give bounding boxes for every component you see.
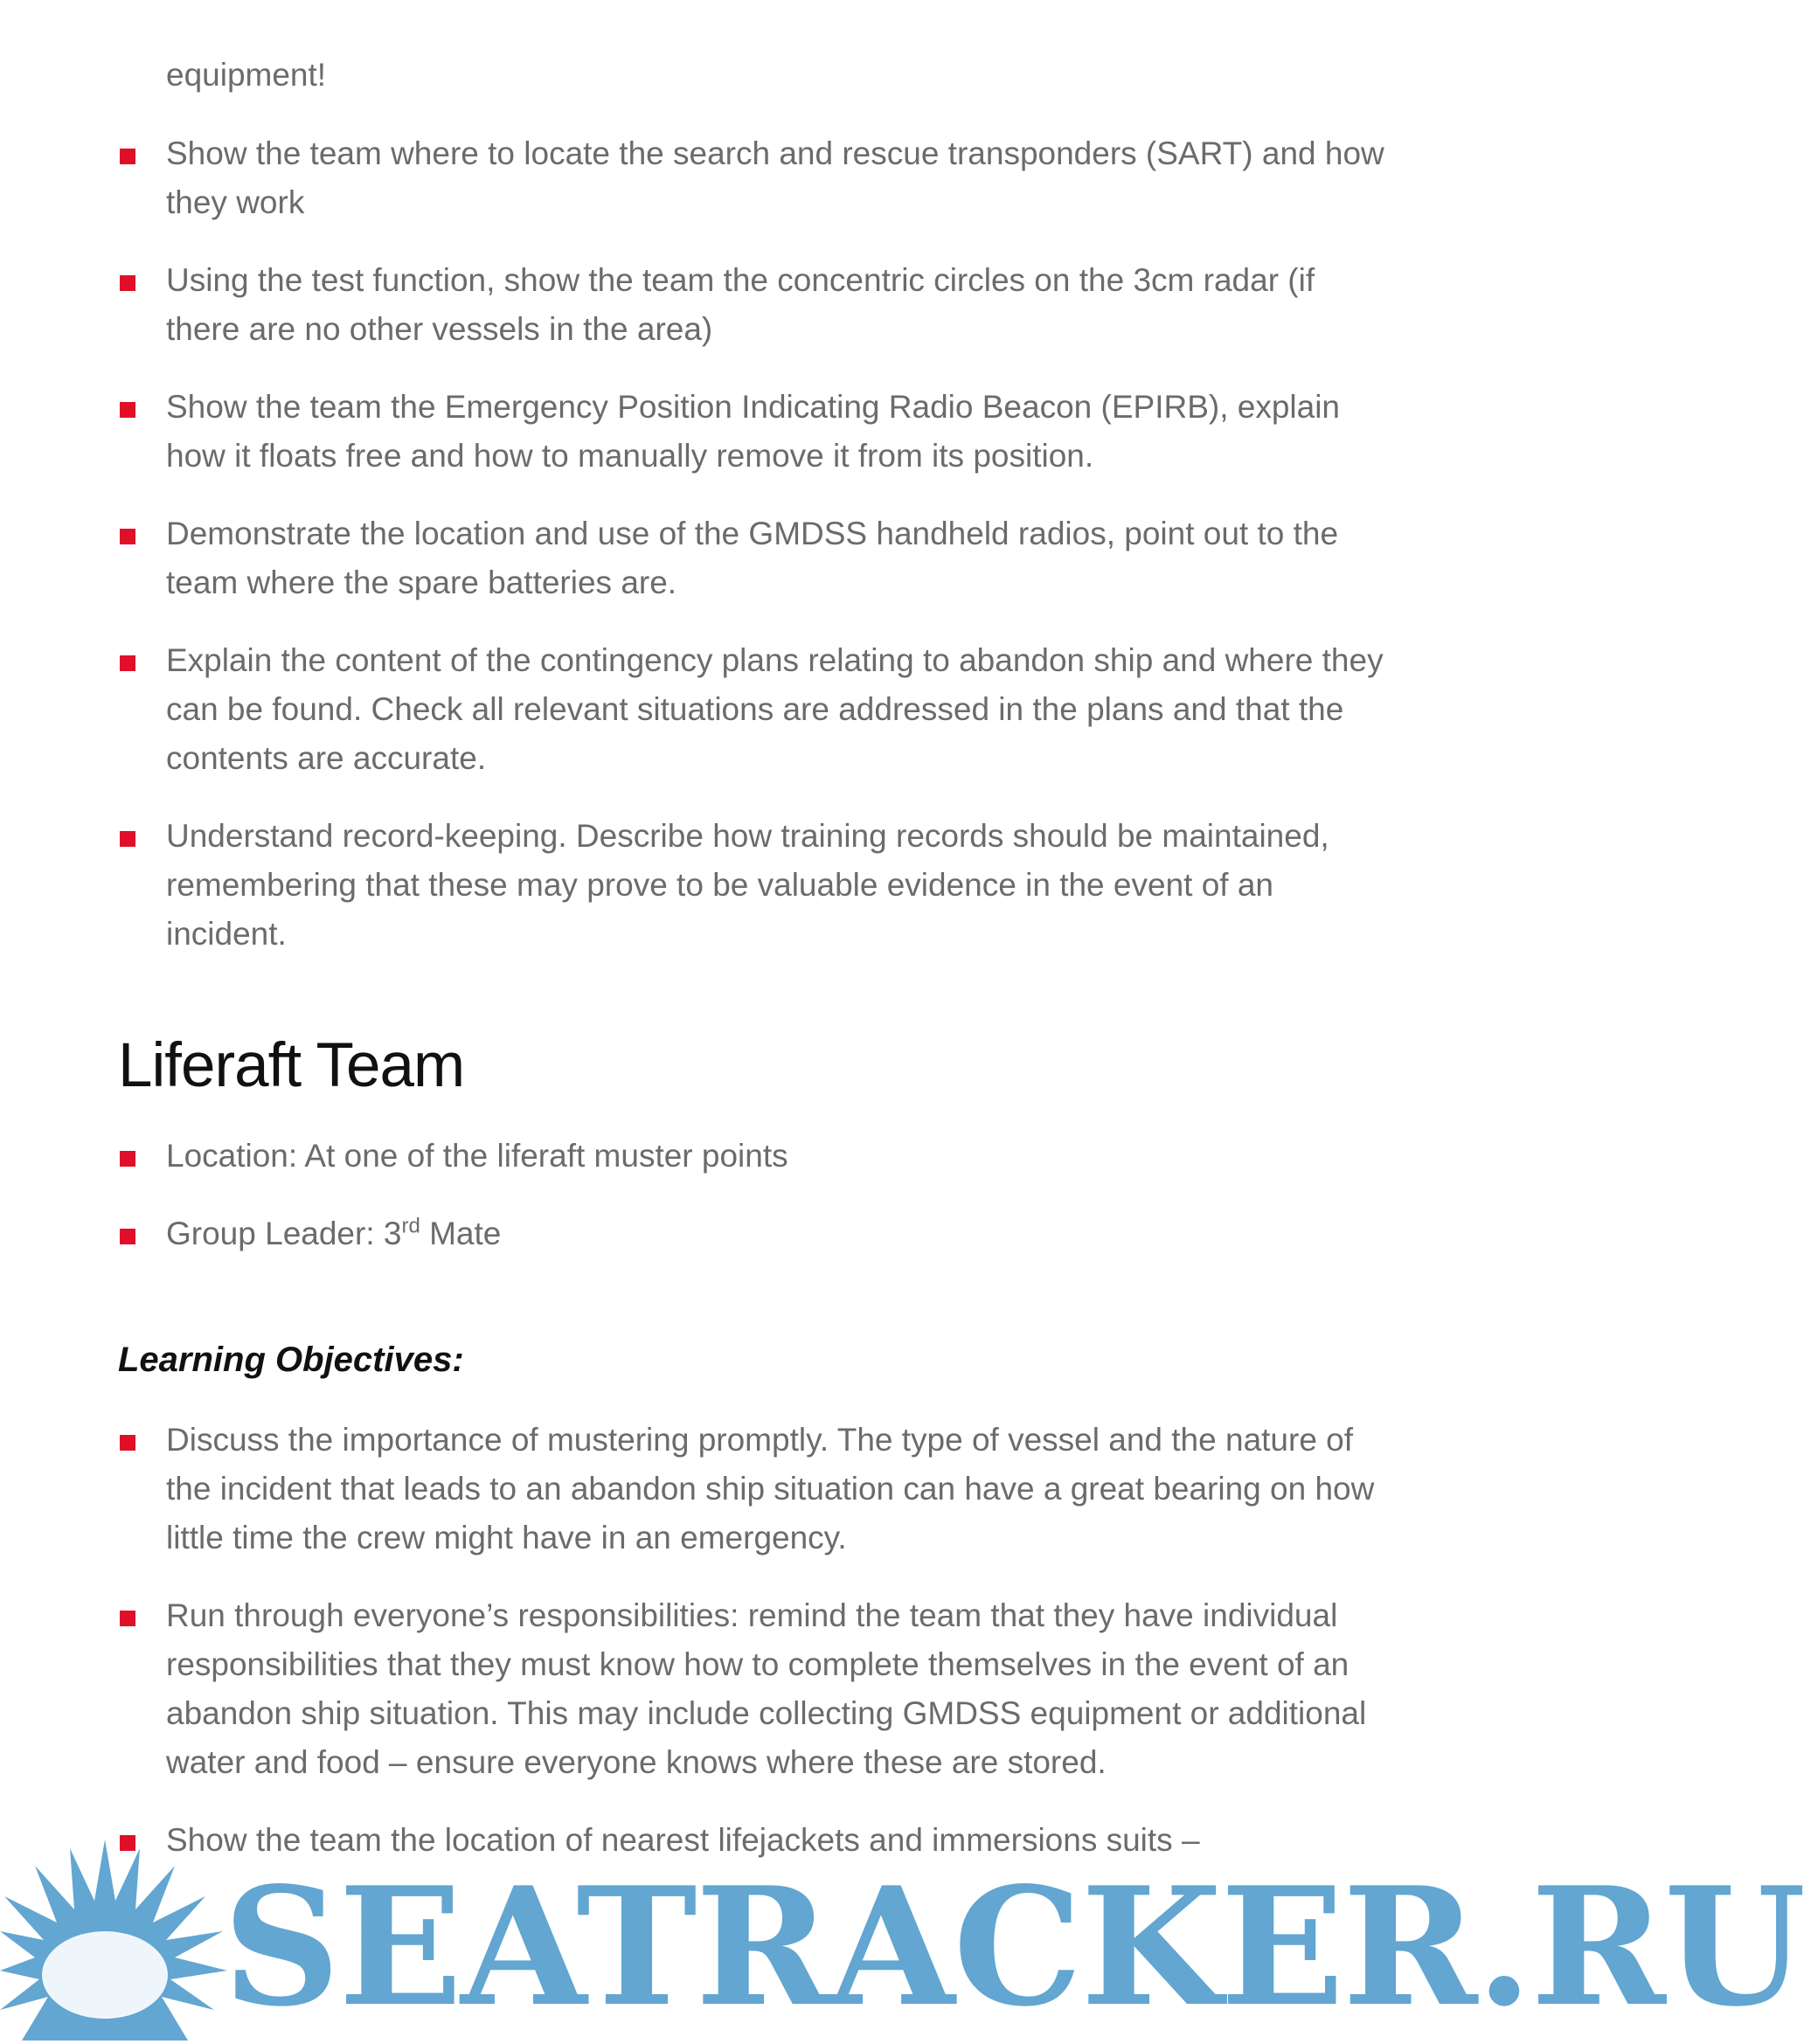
list-item (118, 256, 1385, 354)
watermark-text: SEATRACKER.RU (223, 1851, 1804, 2042)
square-bullet-icon (120, 275, 135, 291)
group-leader-prefix: Group Leader: 3 (166, 1216, 402, 1251)
list-item (118, 1591, 1385, 1787)
square-bullet-icon (120, 1611, 135, 1626)
square-bullet-icon (120, 402, 135, 418)
list-item-text: Show the team where to locate the search and rescue transponders (SART) and how they work (166, 135, 1384, 220)
ordinal-suffix: rd (401, 1214, 420, 1238)
square-bullet-icon (120, 149, 135, 164)
list-item-text: Show the team the location of nearest lifejackets and immersions suits – (166, 1822, 1200, 1858)
square-bullet-icon (120, 1435, 135, 1451)
list-item-text: Discuss the importance of mustering promptly. The type of vessel and the nature of the incident that leads to an abandon ship situation can have a great bearing on how little time the crew might have in an emergency. (166, 1422, 1375, 1556)
group-leader-item (118, 1209, 1342, 1258)
list-item-text: Show the team the Emergency Position Indicating Radio Beacon (EPIRB), explain how it floats free and how to manually remove it from its position. (166, 389, 1341, 474)
team-info-list (118, 1132, 1342, 1287)
list-item-text: Demonstrate the location and use of the GMDSS handheld radios, point out to the team where the spare batteries are. (166, 516, 1339, 600)
list-item-text: Explain the content of the contingency plans relating to abandon ship and where they can be found. Check all relevant situations are addressed in the plans and that the contents are accurate. (166, 642, 1384, 776)
list-item (118, 383, 1385, 481)
bullet-list-objectives (118, 1416, 1375, 1894)
square-bullet-icon (120, 831, 135, 847)
square-bullet-icon (120, 529, 135, 544)
objectives-heading: Learning Objectives: (118, 1341, 464, 1379)
list-item (118, 129, 1385, 227)
location-item (118, 1132, 1342, 1181)
list-item-text: Using the test function, show the team the concentric circles on the 3cm radar (if there are no other vessels in the area) (166, 262, 1315, 347)
square-bullet-icon (120, 1229, 135, 1244)
location-text: Location: At one of the liferaft muster points (166, 1138, 788, 1174)
square-bullet-icon (120, 655, 135, 671)
bullet-list-equipment (118, 129, 1384, 987)
list-item (118, 1416, 1385, 1562)
continuation-text: equipment! (166, 57, 327, 93)
section-title: Liferaft Team (118, 1031, 465, 1100)
list-item (118, 812, 1385, 959)
list-item-text: Understand record-keeping. Describe how training records should be maintained, remembering that these may prove to be valuable evidence in the event of an incident. (166, 818, 1329, 952)
square-bullet-icon (120, 1151, 135, 1167)
list-item-text: Run through everyone’s responsibilities: remind the team that they have individual responsibilities that they must know how to complete themselves in the event of an abandon ship situation. This may include collecting GMDSS equipment or additional water and food – ensure everyone knows where these are stored. (166, 1597, 1367, 1780)
group-leader-suffix: Mate (420, 1216, 502, 1251)
list-item (118, 509, 1385, 607)
list-item (118, 636, 1385, 783)
